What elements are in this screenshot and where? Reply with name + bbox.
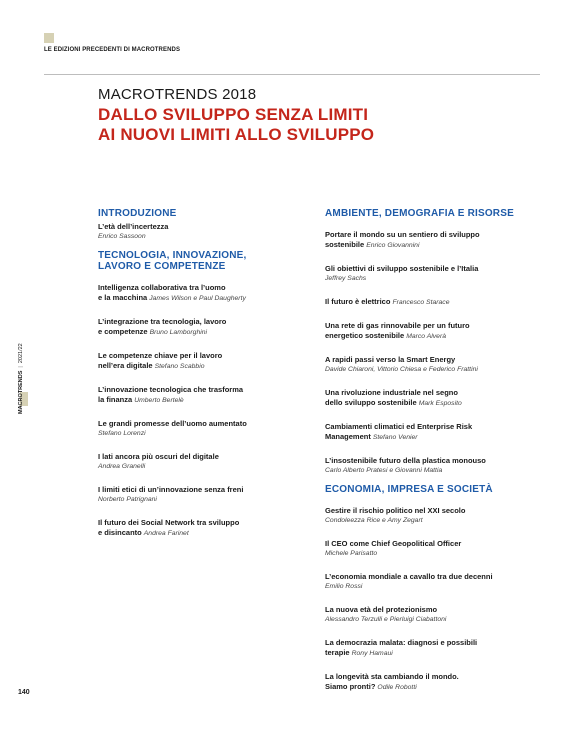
page-number: 140	[18, 689, 30, 696]
right-column	[325, 208, 543, 693]
entry-title: Gestire il rischio politico nel XXI secolo	[325, 506, 466, 515]
entry-title-line2: e competenze	[98, 327, 148, 336]
entry-title-line1: Intelligenza collaborativa tra l’uomo	[98, 283, 226, 292]
entry-title: Il futuro è elettrico	[325, 297, 391, 306]
entry-author: Davide Chiaroni, Vittorio Chiesa e Federico Frattini	[325, 366, 478, 373]
entry-author: Mark Esposito	[418, 400, 462, 407]
toc-entry[interactable]	[98, 452, 298, 472]
toc-entry[interactable]	[98, 317, 298, 338]
entry-author: Enrico Giovannini	[366, 242, 420, 249]
toc-entry[interactable]	[325, 672, 543, 693]
corner-square	[44, 33, 54, 43]
entry-author: Emilio Rossi	[325, 583, 363, 590]
entry-title-line2: nell’era digitale	[98, 361, 153, 370]
entry-title-line1: Cambiamenti climatici ed Enterprise Risk	[325, 422, 473, 431]
entry-author: Andrea Granelli	[98, 463, 146, 470]
side-edition: 2021/22	[18, 343, 24, 364]
entry-title-line2: dello sviluppo sostenibile	[325, 398, 417, 407]
entry-title-line2: energetico sostenibile	[325, 331, 405, 340]
entry-author: Bruno Lamborghini	[149, 329, 208, 336]
toc-entry[interactable]	[325, 388, 543, 409]
entry-title-line2: sostenibile	[325, 240, 365, 249]
entry-title-line2: terapie	[325, 648, 350, 657]
entry-title-line1: La longevità sta cambiando il mondo.	[325, 672, 459, 681]
toc-entry[interactable]	[98, 518, 298, 539]
main-title	[98, 105, 374, 145]
toc-entry[interactable]	[325, 456, 543, 476]
title-block	[98, 86, 374, 145]
entry-title-line1: Una rete di gas rinnovabile per un futuro	[325, 321, 470, 330]
entry-title: Le grandi promesse dell’uomo aumentato	[98, 419, 247, 428]
toc-entry[interactable]	[325, 297, 543, 308]
entry-author: James Wilson e Paul Daugherty	[149, 295, 246, 302]
entry-title: L’economia mondiale a cavallo tra due decenni	[325, 572, 493, 581]
toc-entry[interactable]	[325, 638, 543, 659]
entry-title: Il CEO come Chief Geopolitical Officer	[325, 539, 462, 548]
entry-author: Stefano Scabbio	[154, 363, 205, 370]
entry-author: Stefano Venier	[372, 434, 418, 441]
entry-title: Gli obiettivi di sviluppo sostenibile e l’Italia	[325, 264, 479, 273]
header-rule	[44, 74, 540, 75]
entry-title-line1: Una rivoluzione industriale nel segno	[325, 388, 458, 397]
toc-entry[interactable]	[98, 385, 298, 406]
section-heading-economia: ECONOMIA, IMPRESA E SOCIETÀ	[325, 484, 493, 495]
toc-entry[interactable]	[98, 283, 298, 304]
section-heading-introduzione: INTRODUZIONE	[98, 208, 177, 219]
entry-author: Enrico Sassoon	[98, 233, 146, 240]
entry-title: L’insostenibile futuro della plastica monouso	[325, 456, 486, 465]
side-brand: MACROTRENDS	[18, 370, 24, 414]
entry-title-line2: la finanza	[98, 395, 133, 404]
toc-entry[interactable]	[325, 264, 543, 284]
toc-entry[interactable]	[325, 422, 543, 443]
entry-title: L’età dell’incertezza	[98, 222, 169, 231]
main-title-line1: DALLO SVILUPPO SENZA LIMITI	[98, 105, 369, 124]
entry-author: Alessandro Terzulli e Pierluigi Ciabattoni	[325, 616, 447, 623]
entry-author: Carlo Alberto Pratesi e Giovanni Mattia	[325, 467, 443, 474]
toc-entry[interactable]	[325, 355, 543, 375]
toc-entry[interactable]	[325, 321, 543, 342]
entry-author: Rony Hamaui	[351, 650, 393, 657]
toc-entry[interactable]	[325, 572, 543, 592]
toc-entry[interactable]	[98, 222, 298, 242]
entry-author: Francesco Starace	[392, 299, 450, 306]
entry-author: Stefano Lorenzi	[98, 430, 146, 437]
entry-title-line2: e disincanto	[98, 528, 142, 537]
section-heading-line2: LAVORO E COMPETENZE	[98, 261, 226, 272]
section-heading-line1: TECNOLOGIA, INNOVAZIONE,	[98, 250, 247, 261]
main-title-line2: AI NUOVI LIMITI ALLO SVILUPPO	[98, 125, 375, 144]
entry-author: Umberto Bertelè	[134, 397, 184, 404]
entry-author: Jeffrey Sachs	[325, 275, 367, 282]
entry-title-line1: L’innovazione tecnologica che trasforma	[98, 385, 244, 394]
running-header: LE EDIZIONI PRECEDENTI DI MACROTRENDS	[44, 47, 181, 53]
entry-author: Norberto Patrignani	[98, 496, 157, 503]
toc-entry[interactable]	[325, 605, 543, 625]
side-separator: |	[18, 366, 24, 368]
entry-title-line1: L’integrazione tra tecnologia, lavoro	[98, 317, 227, 326]
toc-entry[interactable]	[98, 485, 298, 505]
entry-author: Michele Parisatto	[325, 550, 378, 557]
entry-title: I limiti etici di un’innovazione senza freni	[98, 485, 244, 494]
toc-entry[interactable]	[98, 351, 298, 372]
edition-kicker: MACROTRENDS 2018	[98, 86, 257, 103]
entry-title-line2: Siamo pronti?	[325, 682, 376, 691]
side-running-label	[18, 343, 24, 414]
entry-title: A rapidi passi verso la Smart Energy	[325, 355, 456, 364]
toc-entry[interactable]	[98, 419, 298, 439]
toc-entry[interactable]	[325, 506, 543, 526]
section-heading-ambiente: AMBIENTE, DEMOGRAFIA E RISORSE	[325, 208, 514, 219]
entry-title-line1: Il futuro dei Social Network tra sviluppo	[98, 518, 240, 527]
entry-title-line2: e la macchina	[98, 293, 148, 302]
entry-author: Odile Robotti	[377, 684, 417, 691]
entry-title: La nuova età del protezionismo	[325, 605, 438, 614]
entry-title-line2: Management	[325, 432, 371, 441]
toc-entry[interactable]	[325, 539, 543, 559]
entry-title-line1: La democrazia malata: diagnosi e possibili	[325, 638, 478, 647]
entry-title: I lati ancora più oscuri del digitale	[98, 452, 219, 461]
entry-author: Andrea Farinet	[143, 530, 189, 537]
toc-entry[interactable]	[325, 230, 543, 251]
entry-title-line1: Le competenze chiave per il lavoro	[98, 351, 223, 360]
section-heading-tecnologia	[98, 250, 298, 272]
entry-author: Condoleezza Rice e Amy Zegart	[325, 517, 423, 524]
entry-title-line1: Portare il mondo su un sentiero di sviluppo	[325, 230, 480, 239]
entry-author: Marco Alverà	[406, 333, 446, 340]
left-column	[98, 208, 298, 539]
